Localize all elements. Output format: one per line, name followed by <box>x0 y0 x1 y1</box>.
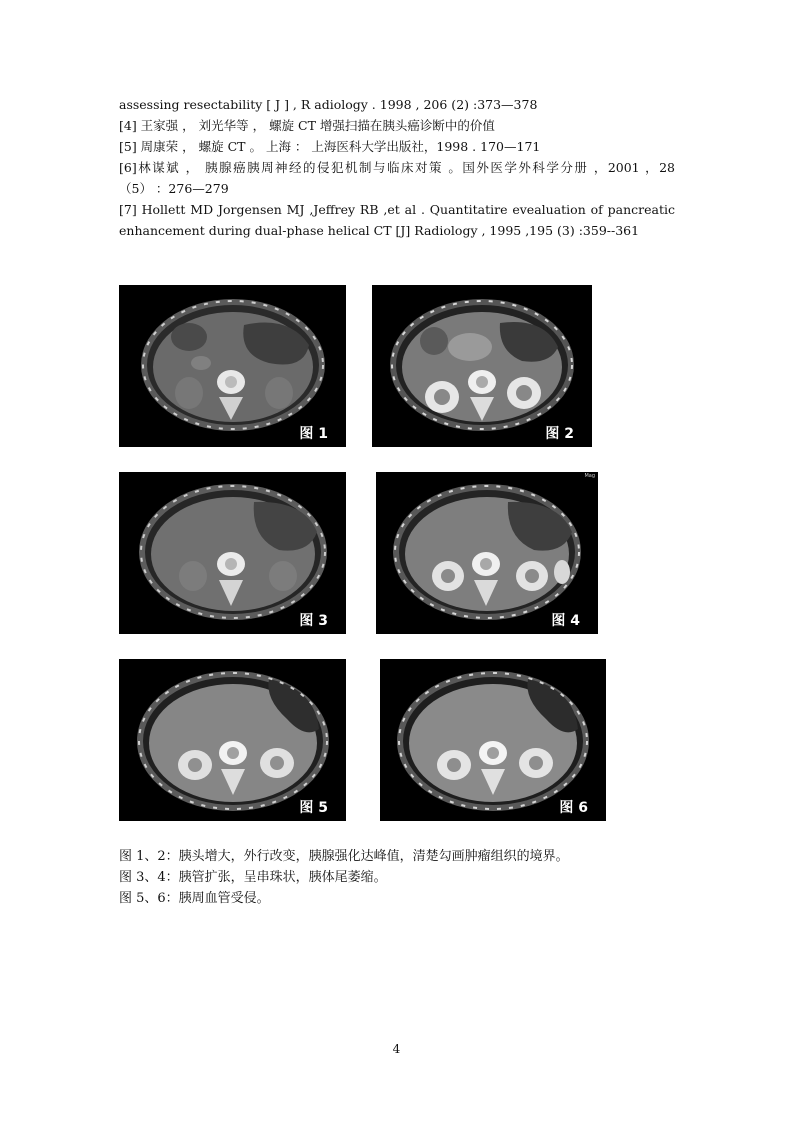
image-tag: Mag <box>584 473 595 479</box>
figure-label: 图 2 <box>545 426 574 442</box>
figure-label: 图 5 <box>299 800 328 816</box>
caption-line: 图 1、2：胰头增大，外行改变，胰腺强化达峰值，清楚勾画肿瘤组织的境界。 <box>119 849 569 864</box>
reference-line: [5] 周康荣 ， 螺旋 CT 。 上海 ： 上海医科大学出版社，1998 . 170—171 <box>119 139 541 154</box>
reference-line: [7] Hollett MD Jorgensen MJ ,Jeffrey RB ,et al . Quantitatire evealuation of pancreatic <box>119 202 675 217</box>
page-number: 4 <box>392 1042 401 1056</box>
ct-image-figure-4 <box>376 472 598 634</box>
ct-image-figure-5 <box>119 659 346 821</box>
reference-line: assessing resectability [ J ] , R adiology . 1998 , 206 (2) :373—378 <box>119 97 538 112</box>
figure-label: 图 6 <box>559 800 588 816</box>
figure-label: 图 4 <box>551 613 580 629</box>
figure-label: 图 3 <box>299 613 328 629</box>
ct-image-figure-1 <box>119 285 346 447</box>
ct-image-figure-3 <box>119 472 346 634</box>
reference-line: enhancement during dual-phase helical CT [J] Radiology , 1995 ,195 (3) :359--361 <box>119 223 640 238</box>
reference-line: （5） ：276—279 <box>119 181 229 196</box>
figure-label: 图 1 <box>299 426 328 442</box>
ct-image-figure-6 <box>380 659 606 821</box>
reference-line: [4] 王家强 ， 刘光华等 ， 螺旋 CT 增强扫描在胰头癌诊断中的价值 <box>119 118 495 133</box>
figure-captions <box>119 846 569 909</box>
reference-line: [6]林谋斌 ， 胰腺癌胰周神经的侵犯机制与临床对策 。国外医学外科学分册 ，2001 ，28 <box>119 160 675 175</box>
caption-line: 图 5、6：胰周血管受侵。 <box>119 891 270 906</box>
ct-image-figure-2 <box>372 285 592 447</box>
reference-list <box>119 94 675 241</box>
caption-line: 图 3、4：胰管扩张，呈串珠状，胰体尾萎缩。 <box>119 870 387 885</box>
